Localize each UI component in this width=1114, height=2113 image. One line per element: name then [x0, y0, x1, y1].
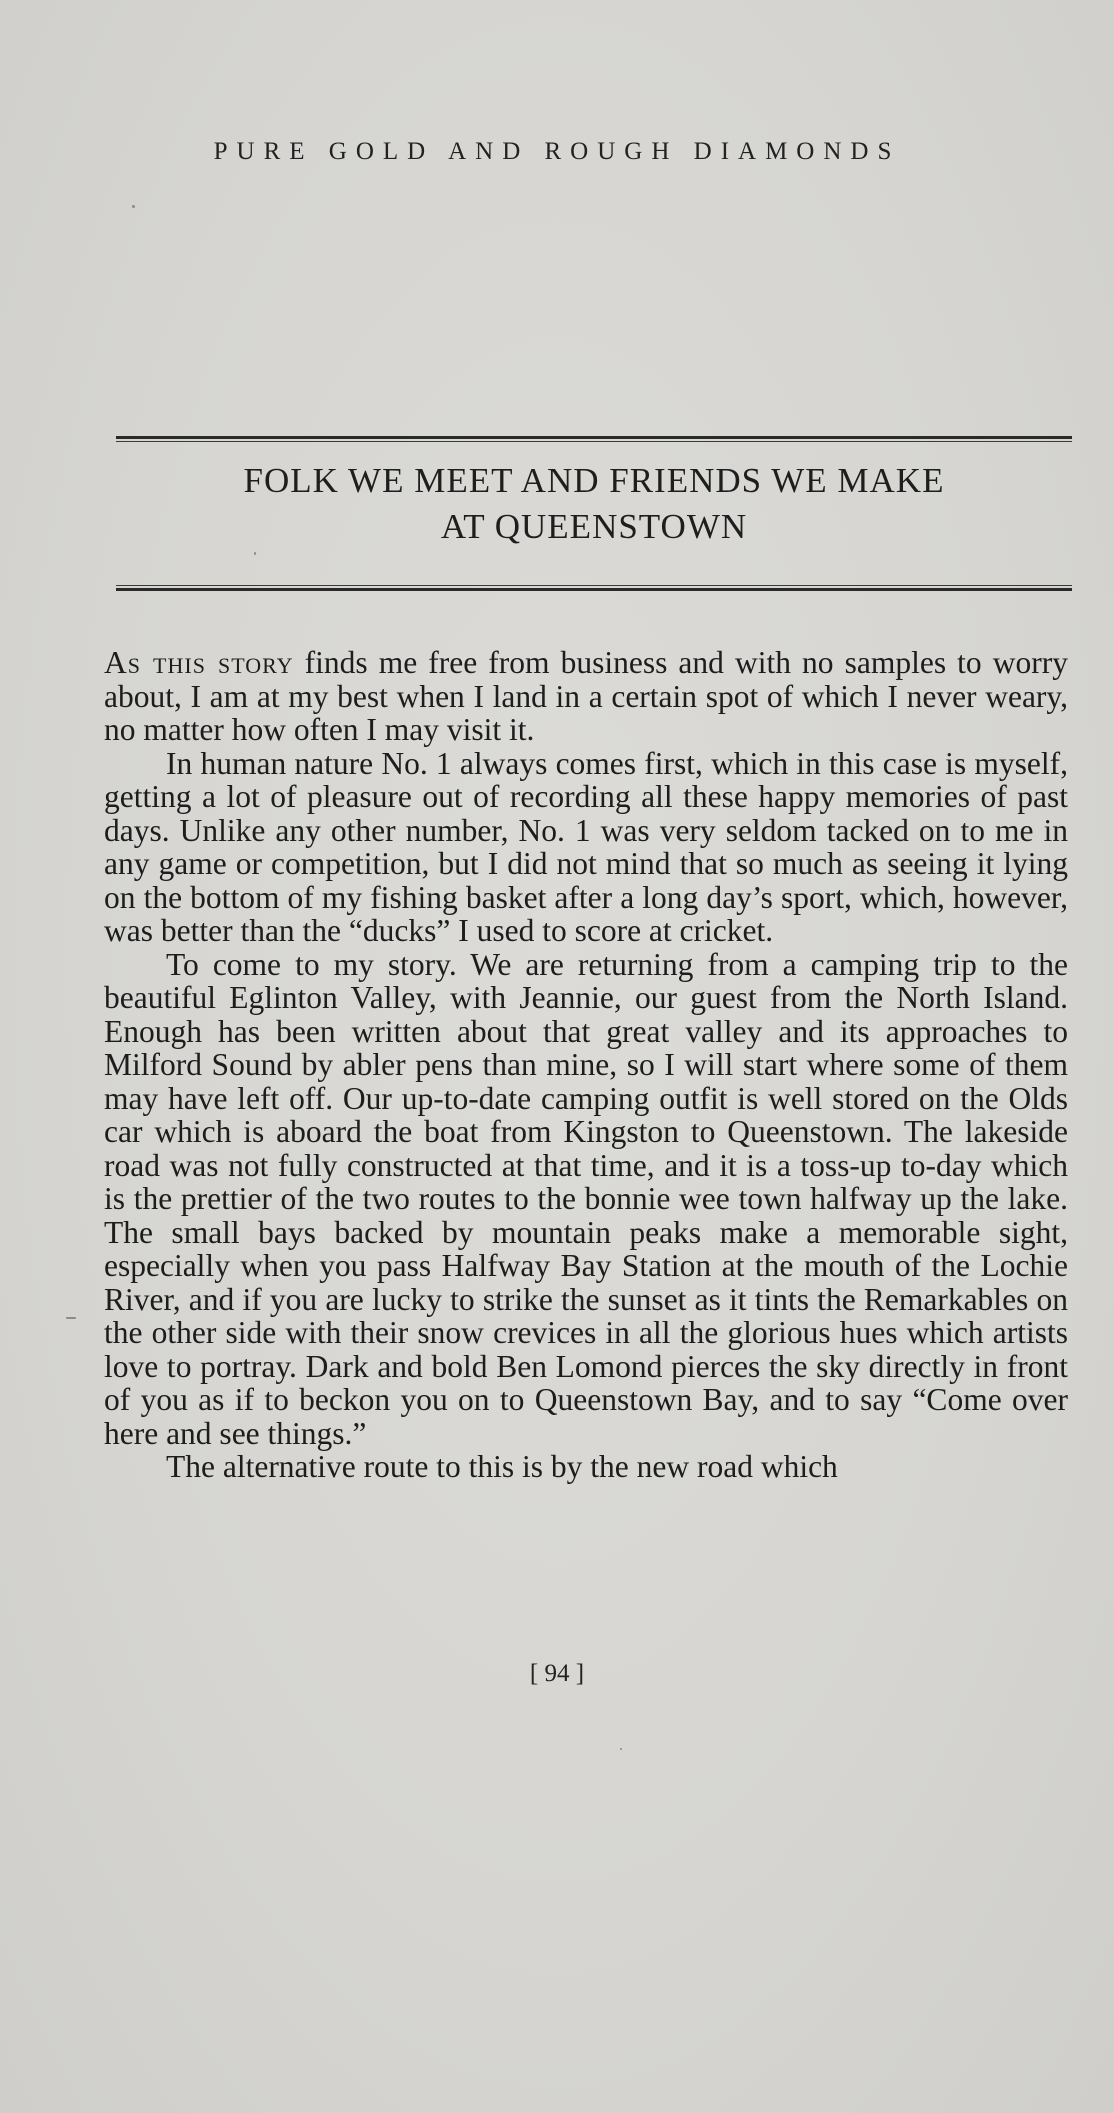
paper-speck [254, 552, 256, 555]
paper-speck [66, 1317, 76, 1319]
paragraph-1-lead-in: As this story [104, 645, 294, 680]
chapter-title [116, 458, 1072, 550]
paragraph-2: In human nature No. 1 always comes first, which in this case is myself, getting a lot of pleasure out of recording all these happy memories of past days. Unlike any other number, No. 1 was very seldom tacked on to me in any game or competition, but I did not mind that so much as seeing it lying on the bottom of my fishing basket after a long day’s sport, which, however, was better than the “ducks” I used to score at cricket. [104, 745, 1068, 948]
rule-thick-line [116, 588, 1072, 591]
paragraph-1 [104, 646, 1068, 747]
title-rule-bottom [116, 585, 1072, 592]
rule-thick-line [116, 436, 1072, 439]
body-text [104, 646, 1068, 1484]
paragraph-4: The alternative route to this is by the new road which [166, 1449, 838, 1484]
paragraph-1-text: finds me free from business and with no samples to worry about, I am at my best when I land in a certain spot of which I never weary, no matter how often I may visit it. [104, 645, 1068, 747]
running-head: PURE GOLD AND ROUGH DIAMONDS [213, 138, 901, 165]
chapter-title-line-1: FOLK WE MEET AND FRIENDS WE MAKE [243, 461, 945, 500]
paper-speck [132, 205, 135, 208]
title-rule-top [116, 436, 1072, 443]
page-number: [ 94 ] [529, 1660, 585, 1687]
paper-speck [620, 1748, 622, 1750]
paragraph-3: To come to my story. We are returning from a camping trip to the beautiful Eglinton Valley, with Jeannie, our guest from the North Island. Enough has been written about that great valley and its approaches to Milford Sound by abler pens than mine, so I will start where some of them may have left off. Our up-to-date camping outfit is well stored on the Olds car which is aboard the boat from Kingston to Queenstown. The lakeside road was not fully constructed at that time, and it is a toss-up to-day which is the prettier of the two routes to the bonnie wee town halfway up the lake. The small bays backed by mountain peaks make a memorable sight, especially when you pass Halfway Bay Station at the mouth of the Lochie River, and if you are lucky to strike the sunset as it tints the Remarkables on the other side with their snow crevices in all the glorious hues which artists love to portray. Dark and bold Ben Lomond pierces the sky directly in front of you as if to beckon you on to Queenstown Bay, and to say “Come over here and see things.” [104, 946, 1068, 1451]
rule-thin-line [116, 585, 1072, 586]
chapter-title-line-2: AT QUEENSTOWN [440, 507, 748, 546]
rule-thin-line [116, 441, 1072, 442]
